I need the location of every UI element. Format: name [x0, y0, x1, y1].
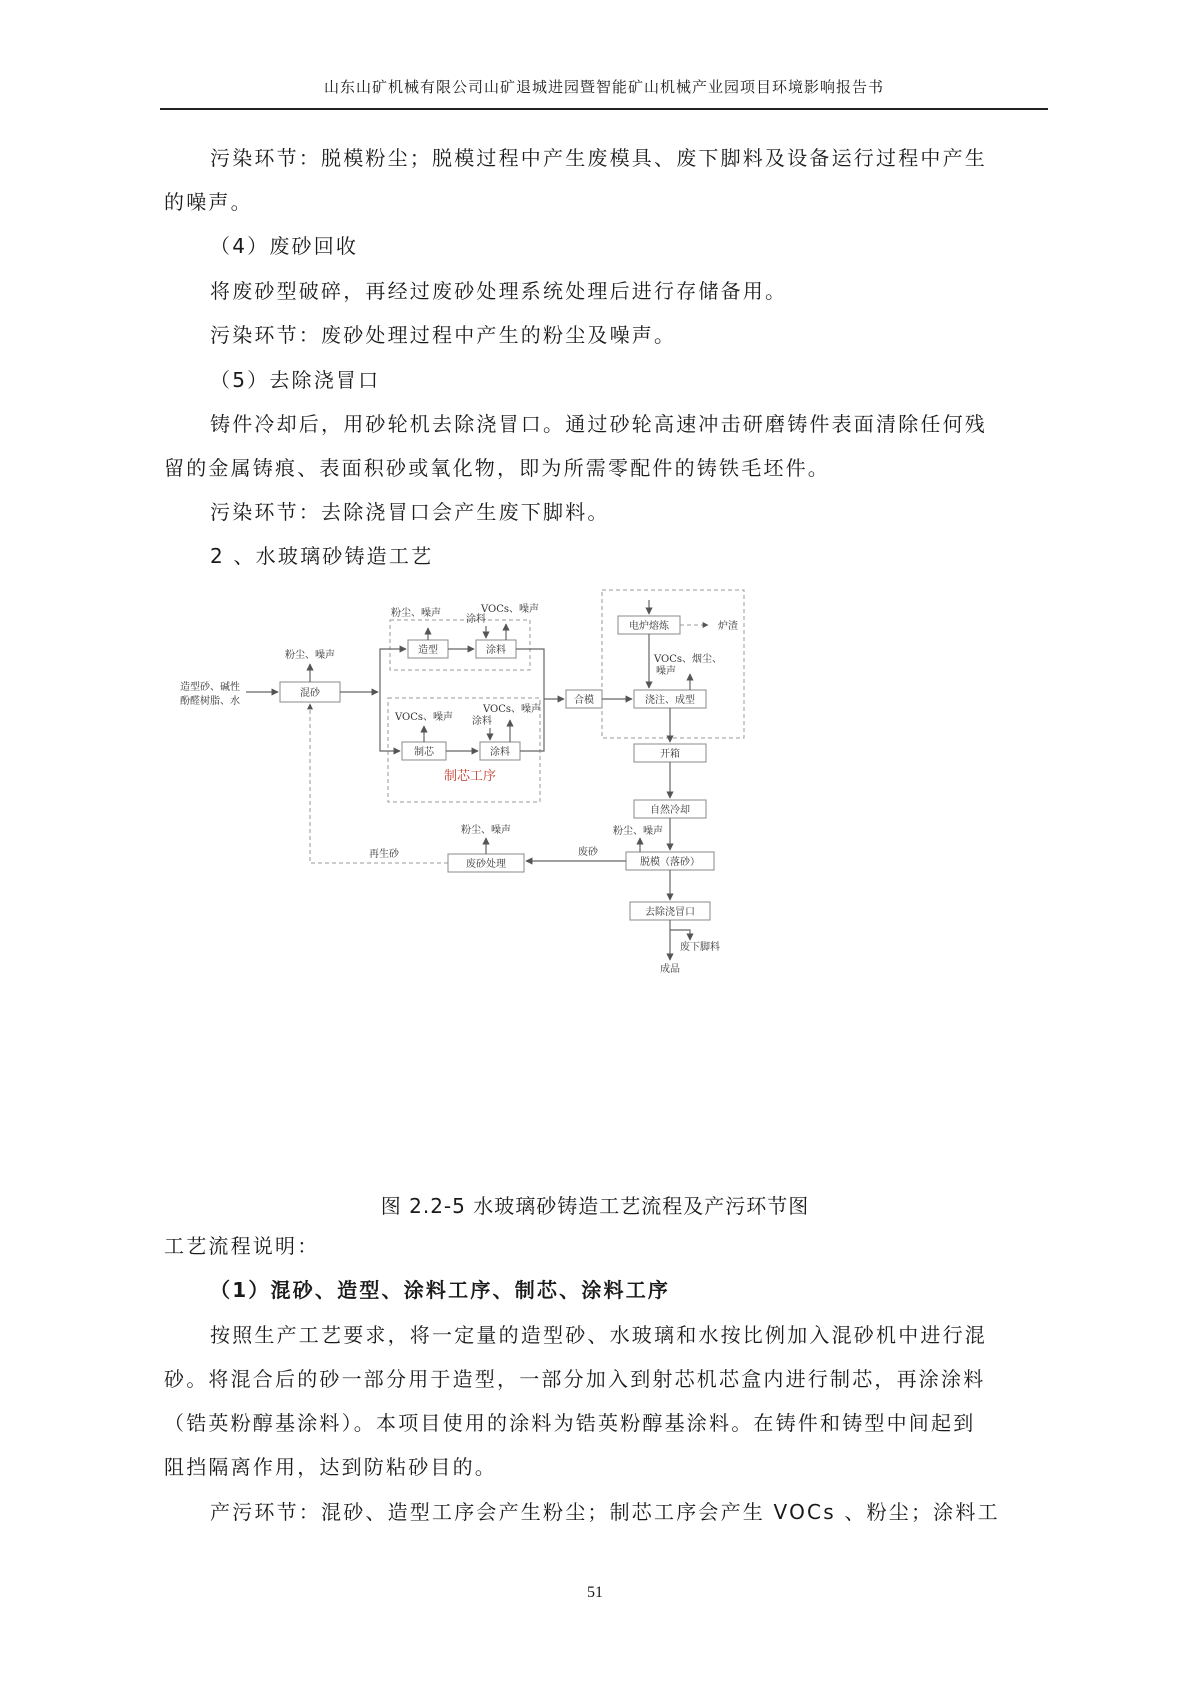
input-label-2: 酚醛树脂、水 [180, 696, 240, 707]
coat2-emission: VOCs、噪声 [482, 704, 542, 715]
sand-proc-label: 废砂处理 [466, 859, 506, 870]
paragraph: 污染环节：脱模粉尘；脱模过程中产生废模具、废下脚料及设备运行过程中产生 [210, 146, 987, 170]
coat2-label: 涂料 [490, 747, 510, 758]
section-heading: （4）废砂回收 [210, 234, 359, 258]
proc-emission: 粉尘、噪声 [461, 825, 511, 836]
mold-emission: 粉尘、噪声 [391, 608, 441, 619]
scrap-label: 废下脚料 [680, 942, 720, 953]
section-heading: （1）混砂、造型、涂料工序、制芯、涂料工序 [210, 1278, 671, 1302]
paragraph: 将废砂型破碎，再经过废砂处理系统处理后进行存储备用。 [210, 279, 788, 303]
figure-caption: 图 2.2-5 水玻璃砂铸造工艺流程及产污环节图 [380, 1194, 810, 1218]
section-heading: 2 、水玻璃砂铸造工艺 [210, 544, 434, 568]
slag-label: 炉渣 [718, 621, 738, 632]
pour-emission-2: 噪声 [656, 666, 676, 677]
paragraph: 工艺流程说明： [164, 1234, 320, 1258]
paragraph: 阻挡隔离作用，达到防粘砂目的。 [164, 1455, 497, 1479]
furnace-label: 电炉熔炼 [629, 621, 669, 632]
header-divider [160, 108, 1048, 110]
paragraph: 铸件冷却后，用砂轮机去除浇冒口。通过砂轮高速冲击研磨铸件表面清除任何残 [210, 412, 987, 436]
mix-label: 混砂 [300, 688, 320, 699]
paragraph: 污染环节：去除浇冒口会产生废下脚料。 [210, 500, 610, 524]
product-label: 成品 [660, 964, 680, 975]
arrow-recycled-sand [310, 704, 448, 863]
coat1-label: 涂料 [486, 645, 506, 656]
paragraph: 砂。将混合后的砂一部分用于造型，一部分加入到射芯机芯盒内进行制芯，再涂涂料 [164, 1367, 986, 1391]
core-emission: VOCs、噪声 [394, 712, 454, 723]
recycled-sand-label: 再生砂 [369, 849, 399, 860]
coat1-emission: VOCs、噪声 [480, 604, 540, 615]
riser-label: 去除浇冒口 [645, 907, 695, 918]
core-label: 制芯 [414, 747, 434, 758]
mix-emission: 粉尘、噪声 [285, 650, 335, 661]
cool-label: 自然冷却 [650, 805, 690, 816]
paragraph: 按照生产工艺要求，将一定量的造型砂、水玻璃和水按比例加入混砂机中进行混 [210, 1323, 987, 1347]
page-number: 51 [587, 1584, 603, 1601]
arrow-riser-scrap [670, 930, 690, 940]
pour-label: 浇注、成型 [645, 695, 695, 706]
process-flow-diagram [180, 604, 820, 1050]
mold-label: 造型 [418, 645, 438, 656]
page-header: 山东山矿机械有限公司山矿退城进园暨智能矿山机械产业园项目环境影响报告书 [323, 78, 884, 96]
section-heading: （5）去除浇冒口 [210, 368, 381, 392]
paragraph: （锆英粉醇基涂料）。本项目使用的涂料为锆英粉醇基涂料。在铸件和铸型中间起到 [164, 1411, 976, 1435]
shakeout-label: 脱模（落砂） [640, 857, 700, 868]
paragraph: 的噪声。 [164, 190, 253, 214]
assemble-label: 合模 [574, 695, 594, 706]
paragraph: 留的金属铸痕、表面积砂或氧化物，即为所需零配件的铸铁毛坯件。 [164, 456, 830, 480]
coat1-source: 涂料 [466, 614, 486, 625]
paragraph: 产污环节：混砂、造型工序会产生粉尘；制芯工序会产生 VOCs 、粉尘；涂料工 [210, 1500, 1000, 1524]
input-label-1: 造型砂、碱性 [180, 682, 240, 693]
core-group-label: 制芯工序 [443, 769, 497, 784]
coat2-source: 涂料 [472, 716, 492, 727]
waste-sand-label: 废砂 [578, 847, 598, 858]
open-label: 开箱 [660, 749, 680, 760]
pour-emission-1: VOCs、烟尘、 [653, 654, 723, 665]
shake-emission: 粉尘、噪声 [613, 826, 663, 837]
paragraph: 污染环节：废砂处理过程中产生的粉尘及噪声。 [210, 323, 677, 347]
